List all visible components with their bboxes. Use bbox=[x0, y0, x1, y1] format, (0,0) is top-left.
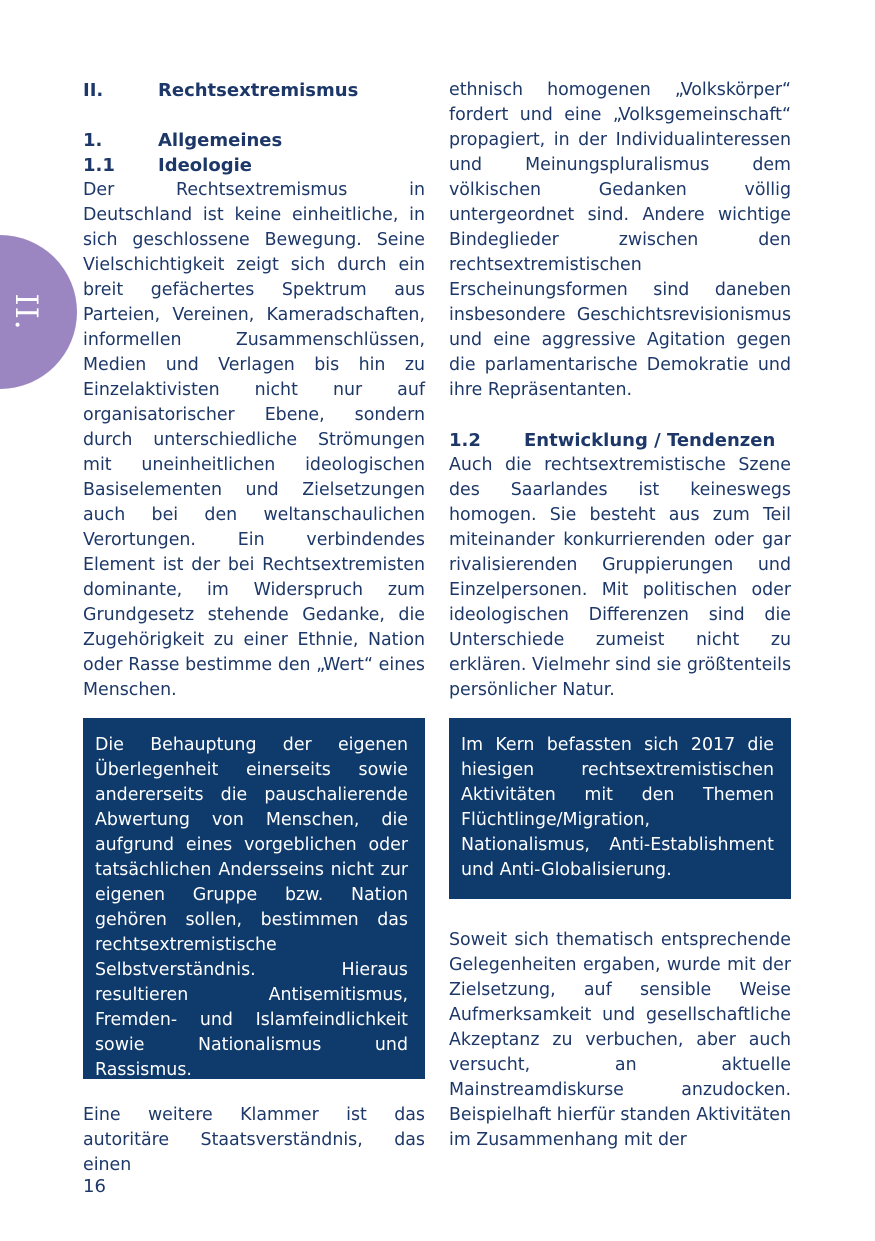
entwicklung-paragraph: Auch die rechtsextremistische Szene des Saarlandes ist keineswegs homogen. Sie besteht aus zum Teil miteinander konkurrierenden oder gar rivalisierenden Gruppierungen und Einzelpersonen. Mit politischen oder ideologischen Differenzen sind die Unterschiede zumeist nicht zu erklären. Vielmehr sind sie größtenteils persönlicher Natur. bbox=[449, 455, 791, 700]
right-column-lower bbox=[449, 928, 791, 1153]
callout-box-right bbox=[449, 718, 791, 899]
continuation-paragraph-left: Eine weitere Klammer ist das autoritäre Staatsverständnis, das einen bbox=[83, 1105, 425, 1175]
page-number: 16 bbox=[83, 1176, 106, 1197]
subsection-number: 1.2 bbox=[449, 430, 481, 451]
chapter-title: Rechtsextremismus bbox=[158, 80, 359, 101]
section-number: 1. bbox=[83, 130, 103, 151]
right-column bbox=[449, 78, 791, 703]
chapter-heading bbox=[83, 78, 425, 103]
continuation-paragraph-right: ethnisch homogenen „Volkskörper“ fordert und eine „Volksgemeinschaft“ propagiert, in der Individualinteressen und Meinungspluralismus dem völkischen Gedanken völlig untergeordnet sind. Andere wichtige Bindeglieder zwischen den rechtsextremistischen Erscheinungsformen sind daneben insbesondere Geschichtsrevisionismus und eine aggressive Agitation gegen die parlamentarische Demokratie und ihre Repräsentanten. bbox=[449, 80, 791, 400]
subsection-title: Entwicklung / Tendenzen bbox=[524, 430, 776, 451]
subsection-heading-ideologie bbox=[83, 153, 425, 178]
subsection-number: 1.1 bbox=[83, 155, 115, 176]
callout-box-left bbox=[83, 718, 425, 1079]
callout-text-left: Die Behauptung der eigenen Überlegenheit einerseits sowie andererseits die pauschalierende Abwertung von Menschen, die aufgrund eines vorgeblichen oder tatsächlichen Andersseins nicht zur eigenen Gruppe bzw. Nation gehören sollen, bestimmen das rechtsextremistische Selbstverständnis. Hieraus resultieren Antisemitismus, Fremden- und Islamfeindlichkeit sowie Nationalismus und Rassismus. bbox=[95, 735, 408, 1080]
subsection-heading-entwicklung bbox=[449, 428, 791, 453]
chapter-number: II. bbox=[83, 80, 104, 101]
callout-text-right: Im Kern befassten sich 2017 die hiesigen rechtsextremistischen Aktivitäten mit den Themen Flüchtlinge/Migration, Nationalismus, Anti-Establishment und Anti-Globalisierung. bbox=[461, 735, 774, 880]
chapter-tab-label: II. bbox=[8, 293, 44, 331]
section-title: Allgemeines bbox=[158, 130, 283, 151]
subsection-title: Ideologie bbox=[158, 155, 252, 176]
section-heading bbox=[83, 128, 425, 153]
left-column bbox=[83, 78, 425, 703]
bottom-paragraph-right: Soweit sich thematisch entsprechende Gelegenheiten ergaben, wurde mit der Zielsetzung, auf sensible Weise Aufmerksamkeit und gesellschaftliche Akzeptanz zu verbuchen, aber auch versucht, an aktuelle Mainstreamdiskurse anzudocken. Beispielhaft hierfür standen Aktivitäten im Zusammenhang mit der bbox=[449, 930, 791, 1150]
left-column-lower bbox=[83, 1103, 425, 1178]
ideologie-paragraph: Der Rechtsextremismus in Deutschland ist keine einheitliche, in sich geschlossene Bewegung. Seine Vielschichtigkeit zeigt sich durch ein breit gefächertes Spektrum aus Parteien, Vereinen, Kameradschaften, informellen Zusammenschlüssen, Medien und Verlagen bis hin zu Einzelaktivisten nicht nur auf organisatorischer Ebene, sondern durch unterschiedliche Strömungen mit uneinheitlichen ideologischen Basiselementen und Zielsetzungen auch bei den weltanschaulichen Verortungen. Ein verbindendes Element ist der bei Rechtsextremisten dominante, im Widerspruch zum Grundgesetz stehende Gedanke, die Zugehörigkeit zu einer Ethnie, Nation oder Rasse bestimme den „Wert“ eines Menschen. bbox=[83, 180, 425, 700]
